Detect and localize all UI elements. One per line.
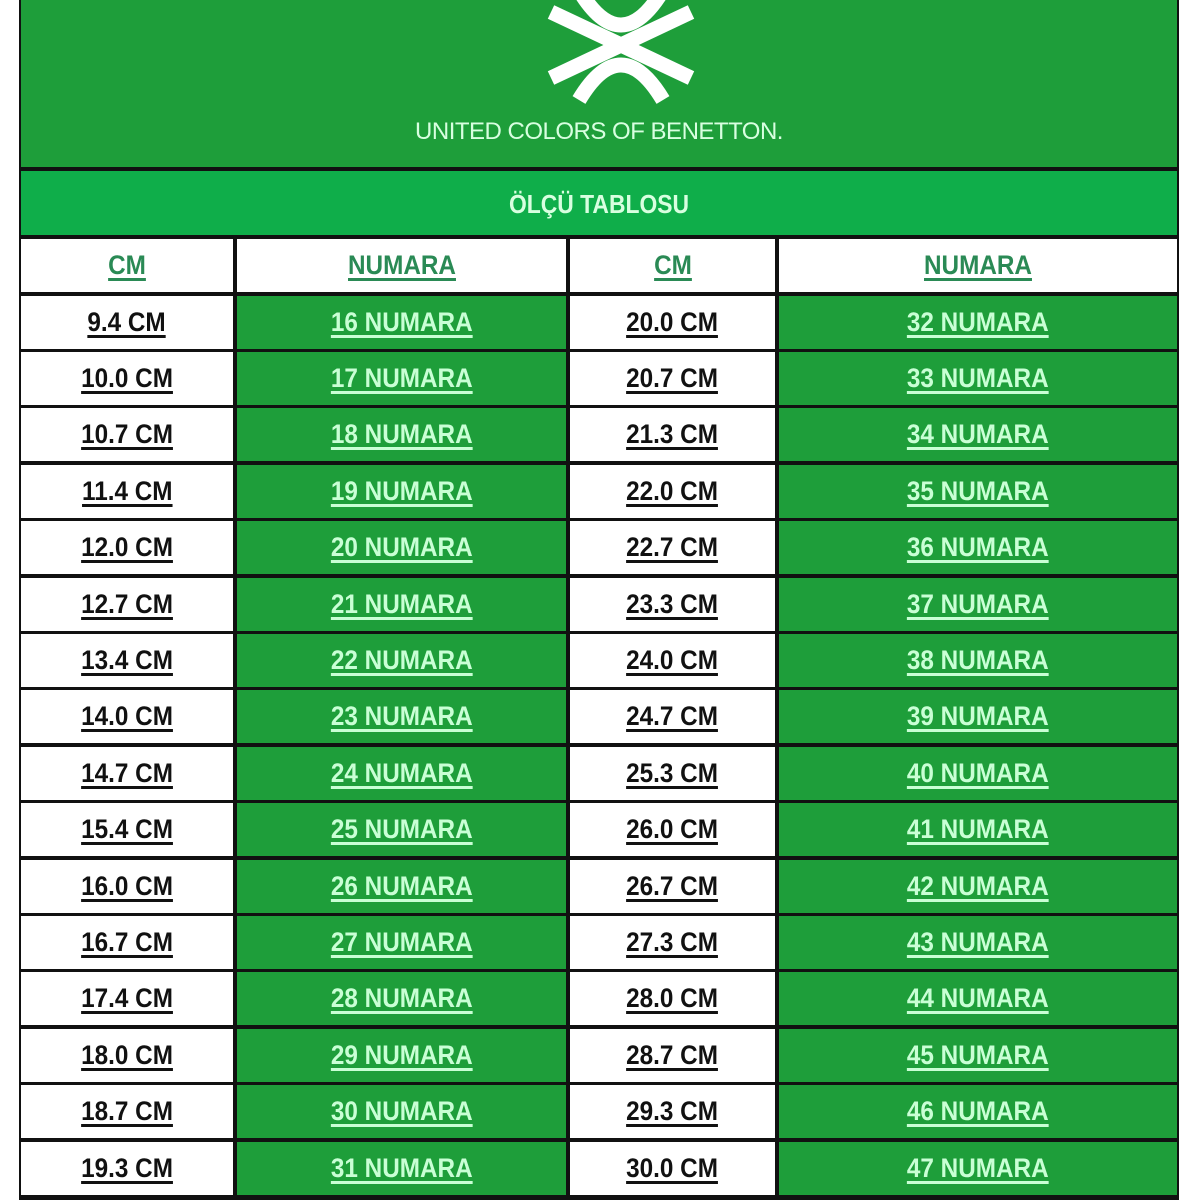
cell-text: 25.3 CM xyxy=(626,758,719,788)
cell-text: 22 NUMARA xyxy=(330,645,473,675)
numara-cell xyxy=(779,578,1177,631)
cm-cell xyxy=(21,352,233,405)
cell-text: 18.0 CM xyxy=(81,1040,173,1070)
numara-cell xyxy=(237,408,566,461)
table-row xyxy=(21,972,1177,1025)
cell-text: 20 NUMARA xyxy=(330,532,473,562)
cm-cell xyxy=(21,465,233,518)
cm-cell xyxy=(21,296,233,349)
cell-text: 36 NUMARA xyxy=(907,532,1049,562)
cell-text: 33 NUMARA xyxy=(907,363,1049,393)
cell-text: 31 NUMARA xyxy=(330,1153,473,1183)
cell-text: 18 NUMARA xyxy=(330,419,473,449)
cell-text: 24.0 CM xyxy=(626,645,719,675)
table-row xyxy=(21,465,1177,518)
table-header-row xyxy=(21,239,1177,292)
cell-text: 35 NUMARA xyxy=(907,476,1049,506)
cell-text: 20.0 CM xyxy=(626,307,719,337)
header-label: NUMARA xyxy=(347,250,456,280)
cell-text: 19 NUMARA xyxy=(330,476,473,506)
cell-text: 10.7 CM xyxy=(81,419,173,449)
cell-text: 16.0 CM xyxy=(81,871,173,901)
cm-cell xyxy=(21,634,233,687)
cm-cell xyxy=(570,747,775,800)
cell-text: 22.7 CM xyxy=(626,532,719,562)
numara-cell xyxy=(779,916,1177,969)
cell-text: 20.7 CM xyxy=(626,363,719,393)
numara-cell xyxy=(237,1029,566,1082)
cell-text: 10.0 CM xyxy=(81,363,173,393)
table-row xyxy=(21,747,1177,800)
cm-cell xyxy=(21,1029,233,1082)
cell-text: 17.4 CM xyxy=(81,983,173,1013)
table-row xyxy=(21,296,1177,349)
cell-text: 17 NUMARA xyxy=(330,363,473,393)
cm-cell xyxy=(21,972,233,1025)
cell-text: 39 NUMARA xyxy=(907,701,1049,731)
numara-cell xyxy=(237,916,566,969)
cm-cell xyxy=(21,803,233,856)
benetton-logo-icon xyxy=(541,0,701,105)
cm-cell xyxy=(21,860,233,913)
cm-cell xyxy=(21,916,233,969)
cm-cell xyxy=(570,860,775,913)
cell-text: 43 NUMARA xyxy=(907,927,1049,957)
numara-cell xyxy=(779,860,1177,913)
table-row xyxy=(21,803,1177,856)
numara-cell xyxy=(779,521,1177,574)
size-chart-title: ÖLÇÜ TABLOSU xyxy=(508,189,690,219)
cell-text: 26.0 CM xyxy=(626,814,719,844)
cell-text: 13.4 CM xyxy=(81,645,173,675)
cm-cell xyxy=(570,916,775,969)
cell-text: 12.7 CM xyxy=(81,589,173,619)
cm-cell xyxy=(21,747,233,800)
cell-text: 15.4 CM xyxy=(81,814,173,844)
cell-text: 42 NUMARA xyxy=(907,871,1049,901)
table-row xyxy=(21,578,1177,631)
cell-text: 9.4 CM xyxy=(87,307,167,337)
cell-text: 30.0 CM xyxy=(626,1153,719,1183)
cell-text: 32 NUMARA xyxy=(907,307,1049,337)
table-row xyxy=(21,634,1177,687)
cell-text: 38 NUMARA xyxy=(907,645,1049,675)
cell-text: 16 NUMARA xyxy=(330,307,473,337)
table-row xyxy=(21,1029,1177,1082)
cm-cell xyxy=(570,578,775,631)
cell-text: 25 NUMARA xyxy=(330,814,473,844)
cell-text: 11.4 CM xyxy=(81,476,173,506)
table-row xyxy=(21,521,1177,574)
cm-cell xyxy=(21,408,233,461)
numara-cell xyxy=(237,1142,566,1195)
cell-text: 29.3 CM xyxy=(626,1096,719,1126)
cell-text: 46 NUMARA xyxy=(907,1096,1049,1126)
cell-text: 14.0 CM xyxy=(81,701,173,731)
numara-cell xyxy=(237,296,566,349)
cm-cell xyxy=(570,1085,775,1138)
cell-text: 29 NUMARA xyxy=(330,1040,473,1070)
table-row xyxy=(21,1085,1177,1138)
numara-cell xyxy=(237,465,566,518)
numara-cell xyxy=(237,860,566,913)
cm-cell xyxy=(570,972,775,1025)
header-label: CM xyxy=(653,250,692,280)
cell-text: 28.0 CM xyxy=(626,983,719,1013)
cell-text: 27 NUMARA xyxy=(330,927,473,957)
numara-cell xyxy=(237,972,566,1025)
cell-text: 27.3 CM xyxy=(626,927,719,957)
numara-cell xyxy=(779,465,1177,518)
cell-text: 24 NUMARA xyxy=(330,758,473,788)
cell-text: 44 NUMARA xyxy=(907,983,1049,1013)
cell-text: 37 NUMARA xyxy=(907,589,1049,619)
header-numara xyxy=(237,239,566,292)
brand-header xyxy=(21,0,1177,167)
cell-text: 41 NUMARA xyxy=(907,814,1049,844)
cm-cell xyxy=(570,1142,775,1195)
cm-cell xyxy=(570,408,775,461)
table-row xyxy=(21,1142,1177,1195)
cell-text: 26.7 CM xyxy=(626,871,719,901)
cm-cell xyxy=(570,690,775,743)
brand-name: UNITED COLORS OF BENETTON. xyxy=(415,118,783,145)
cm-cell xyxy=(570,803,775,856)
cell-text: 24.7 CM xyxy=(626,701,719,731)
cm-cell xyxy=(21,1142,233,1195)
numara-cell xyxy=(779,690,1177,743)
cm-cell xyxy=(570,1029,775,1082)
cell-text: 23.3 CM xyxy=(626,589,719,619)
table-row xyxy=(21,860,1177,913)
header-cm xyxy=(21,239,233,292)
numara-cell xyxy=(237,578,566,631)
numara-cell xyxy=(237,634,566,687)
numara-cell xyxy=(779,352,1177,405)
cell-text: 45 NUMARA xyxy=(907,1040,1049,1070)
cell-text: 14.7 CM xyxy=(81,758,173,788)
cm-cell xyxy=(21,690,233,743)
cell-text: 28 NUMARA xyxy=(330,983,473,1013)
table-row xyxy=(21,408,1177,461)
header-label: CM xyxy=(108,250,146,280)
numara-cell xyxy=(237,803,566,856)
numara-cell xyxy=(779,1029,1177,1082)
numara-cell xyxy=(779,296,1177,349)
numara-cell xyxy=(237,690,566,743)
cell-text: 26 NUMARA xyxy=(330,871,473,901)
cell-text: 30 NUMARA xyxy=(330,1096,473,1126)
cm-cell xyxy=(570,352,775,405)
header-cm-2 xyxy=(570,239,775,292)
title-bar xyxy=(21,171,1177,235)
cell-text: 40 NUMARA xyxy=(907,758,1049,788)
cell-text: 12.0 CM xyxy=(81,532,173,562)
cell-text: 16.7 CM xyxy=(81,927,173,957)
cell-text: 21 NUMARA xyxy=(330,589,473,619)
cell-text: 34 NUMARA xyxy=(907,419,1049,449)
cell-text: 21.3 CM xyxy=(626,419,719,449)
numara-cell xyxy=(237,521,566,574)
numara-cell xyxy=(779,408,1177,461)
header-label: NUMARA xyxy=(923,250,1032,280)
cell-text: 19.3 CM xyxy=(81,1153,173,1183)
cell-text: 18.7 CM xyxy=(81,1096,173,1126)
numara-cell xyxy=(779,1085,1177,1138)
numara-cell xyxy=(237,1085,566,1138)
numara-cell xyxy=(237,352,566,405)
cm-cell xyxy=(21,578,233,631)
cm-cell xyxy=(570,296,775,349)
numara-cell xyxy=(779,803,1177,856)
numara-cell xyxy=(779,747,1177,800)
cm-cell xyxy=(21,1085,233,1138)
numara-cell xyxy=(237,747,566,800)
table-row xyxy=(21,690,1177,743)
table-row xyxy=(21,352,1177,405)
cm-cell xyxy=(570,521,775,574)
numara-cell xyxy=(779,972,1177,1025)
numara-cell xyxy=(779,1142,1177,1195)
cm-cell xyxy=(21,521,233,574)
cm-cell xyxy=(570,465,775,518)
cell-text: 23 NUMARA xyxy=(330,701,473,731)
numara-cell xyxy=(779,634,1177,687)
cm-cell xyxy=(570,634,775,687)
cell-text: 22.0 CM xyxy=(626,476,719,506)
cell-text: 47 NUMARA xyxy=(907,1153,1049,1183)
table-row xyxy=(21,916,1177,969)
header-numara-2 xyxy=(779,239,1177,292)
cell-text: 28.7 CM xyxy=(626,1040,719,1070)
